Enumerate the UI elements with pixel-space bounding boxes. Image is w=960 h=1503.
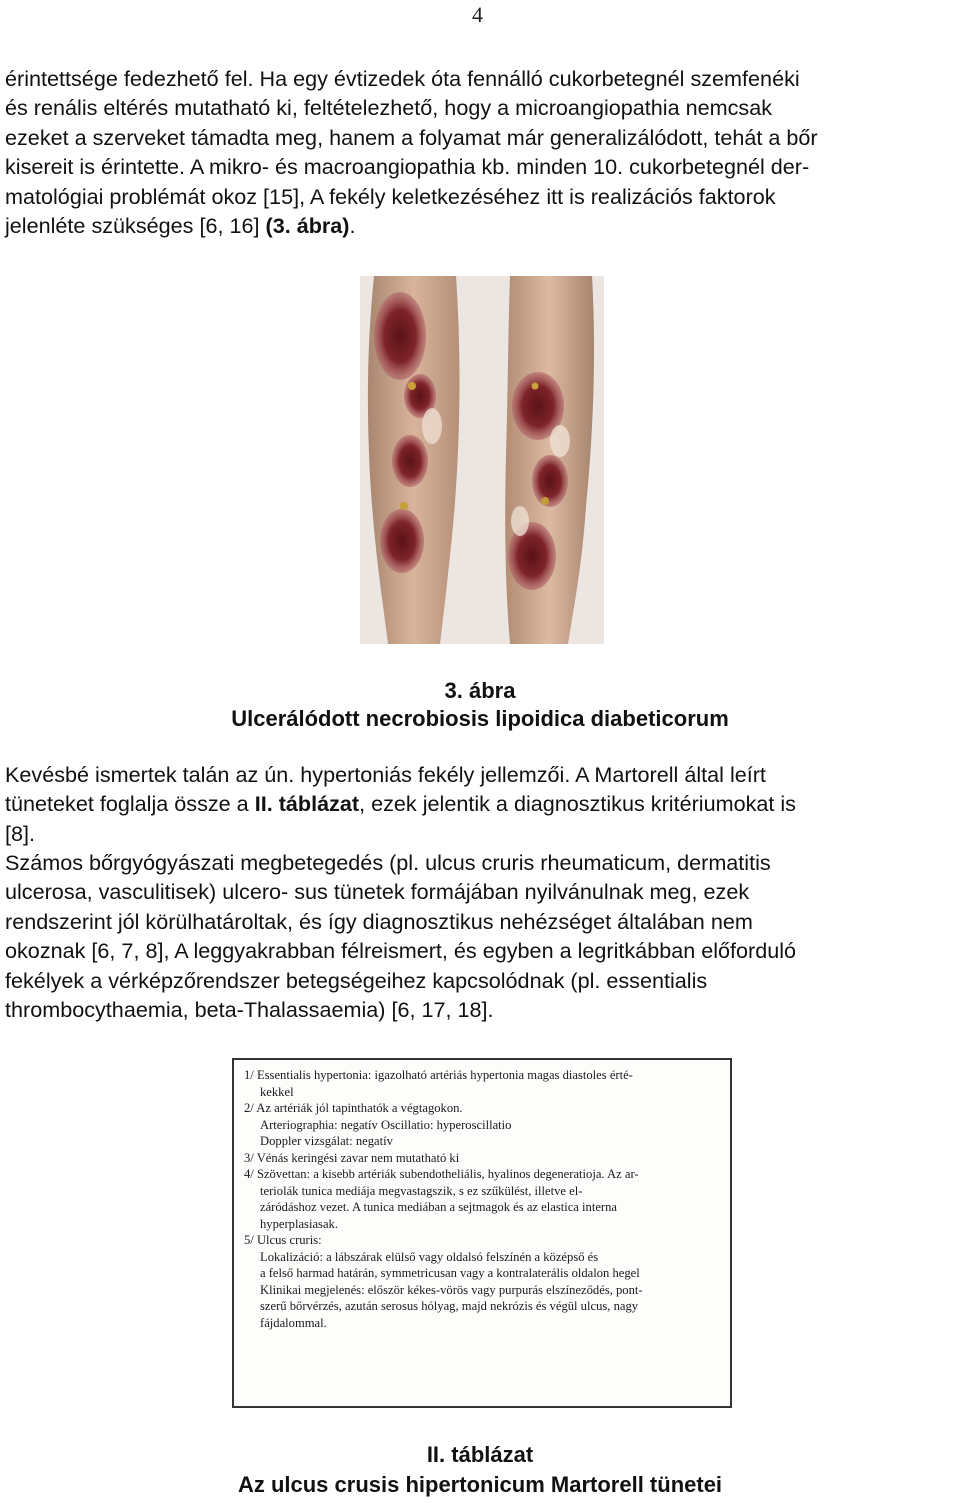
text-line: okoznak [6, 7, 8], A leggyakrabban félreismert, és egyben a legritkábban előforduló [5,938,797,964]
table-line: 3/ Vénás keringési zavar nem mutatható ki [244,1150,460,1165]
text-line: kisereit is érintette. A mikro- és macroangiopathia kb. minden 10. cukorbetegnél der- [5,154,810,180]
figure-reference: (3. ábra) [265,213,350,239]
table-line: fájdalommal. [260,1315,327,1330]
hypertonic-ulcer-paragraph [5,760,953,848]
sentence-end: . [349,213,356,239]
scar-patch [511,506,529,536]
table-line: 1/ Essentialis hypertonia: igazolható artériás hypertonia magas diastoles érté- [244,1068,633,1082]
table-reference: II. táblázat [254,791,360,817]
text-line: fekélyek a vérképzőrendszer betegségeihez kapcsolódnak (pl. essentialis [5,967,708,993]
text-line: tüneteket foglalja össze a [5,791,255,817]
text-line: és renális eltérés mutatható ki, feltételezhető, hogy a microangiopathia nemcsak [5,95,772,121]
crust-spot [532,383,539,390]
table-line: záródáshoz vezet. A tunica mediában a sejtmagok és az elastica interna [260,1200,618,1214]
scar-patch [422,408,442,444]
ulcer-lesion [380,509,424,573]
text-line: [8]. [5,820,36,846]
text-line: ulcerosa, vasculitisek) ulcero- sus tünetek formájában nyilvánulnak meg, ezek [5,879,750,905]
figure-title: Ulcerálódott necrobiosis lipoidica diabeticorum [231,706,729,731]
table-line: kekkel [260,1084,294,1099]
text-line: Számos bőrgyógyászati megbetegedés (pl. ulcus cruris rheumaticum, dermatitis [5,850,771,875]
table-line: 5/ Ulcus cruris: [244,1233,322,1247]
table-line: Arteriographia: negatív Oscillatio: hyperoscillatio [260,1117,512,1132]
text-line: thrombocythaemia, beta-Thalassaemia) [6, 17, 18]. [5,997,494,1023]
table-line: Klinikai megjelenés: először kékes-vörös vagy purpurás elszíneződés, pont- [260,1282,643,1297]
crust-spot [400,502,408,510]
text-line: jelenléte szükséges [6, 16] [5,213,266,239]
table-line: hyperplasiasak. [260,1216,338,1231]
leg-ulcer-photo [360,276,604,644]
text-line: matológiai problémát okoz [15], A fekély keletkezéséhez itt is realizációs faktorok [5,183,776,209]
page-number: 4 [472,2,483,27]
table-line: teriolák tunica mediája megvastagszik, s ez szűkülést, illetve el- [260,1183,583,1198]
scar-patch [550,425,570,457]
crust-spot [408,382,416,390]
table-line: a felső harmad határán, symmetricusan vagy a kontralaterális oldalon hegel [260,1266,640,1280]
table-line: 2/ Az artériák jól tapinthatók a végtagokon. [244,1101,463,1115]
text-line: ezeket a szerveket támadta meg, hanem a folyamat már generalizálódott, tehát a bőr [5,124,818,150]
martorell-criteria-table [232,1058,732,1408]
table-title: Az ulcus crusis hipertonicum Martorell tünetei [237,1472,723,1497]
table-line: Lokalizáció: a lábszárak elülső vagy oldalsó felszínén a középső és [260,1249,599,1264]
ulcer-lesion [532,455,568,507]
text-line: Kevésbé ismertek talán az ún. hypertoniás fekély jellemzői. A Martorell által leírt [5,762,766,787]
ulcer-lesion [392,435,428,487]
ulcer-lesion [374,292,426,380]
table-line: Doppler vizsgálat: negatív [260,1134,393,1148]
text-line: , ezek jelentik a diagnosztikus kritériumokat is [359,791,796,817]
table-line: szerű bőrvérzés, azután serosus hólyag, majd nekrózis és végül ulcus, nagy [260,1299,639,1313]
table-line: 4/ Szövettan: a kisebb artériák subendotheliális, hyalinos degeneratioja. Az ar- [244,1167,639,1181]
figure-number: 3. ábra [444,678,516,703]
intro-paragraph [5,64,953,240]
table-number: II. táblázat [426,1442,534,1467]
text-line: rendszerint jól körülhatároltak, és így diagnosztikus nehézséget általában nem [5,908,753,934]
crust-spot [541,497,549,505]
text-line: érintettsége fedezhető fel. Ha egy évtizedek óta fennálló cukorbetegnél szemfenéki [5,66,800,91]
dermatology-paragraph [5,848,953,1024]
